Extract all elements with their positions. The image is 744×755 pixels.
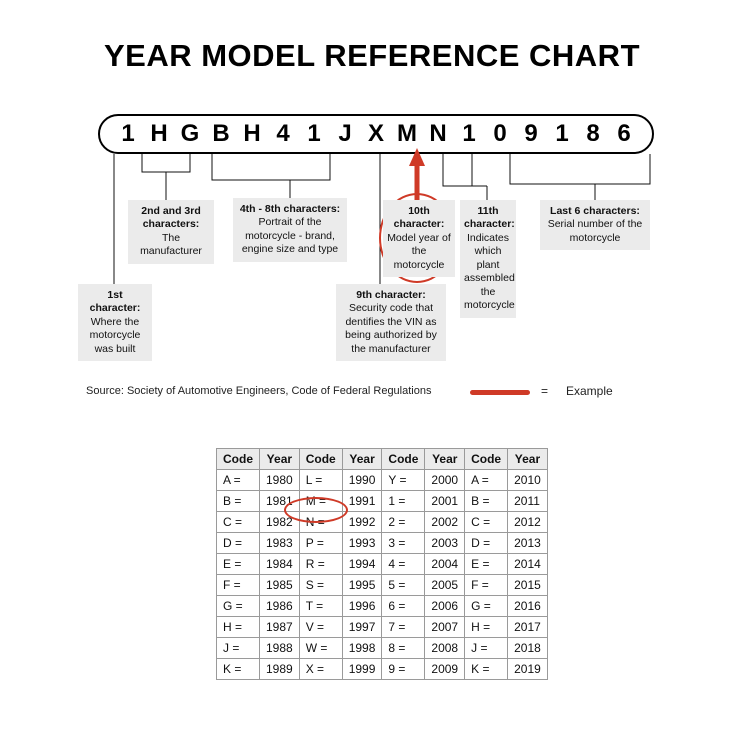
cell-year: 2012 — [508, 512, 548, 533]
callout-fourth-eighth-heading: 4th - 8th characters: — [239, 203, 341, 215]
col-header-year-1: Year — [260, 449, 300, 470]
cell-year: 2002 — [425, 512, 465, 533]
cell-year: 1983 — [260, 533, 300, 554]
cell-year: 1989 — [260, 659, 300, 680]
cell-year: 2018 — [508, 638, 548, 659]
cell-year: 1981 — [260, 491, 300, 512]
callout-tenth-text: Model year of the motorcycle — [387, 231, 451, 271]
cell-code: 8 = — [382, 638, 425, 659]
cell-code: 3 = — [382, 533, 425, 554]
table-header-row — [217, 449, 548, 470]
page-title: YEAR MODEL REFERENCE CHART — [103, 38, 641, 73]
vin-char-6: 4 — [276, 120, 290, 147]
vin-char-13: 0 — [493, 120, 507, 147]
vin-char-7: 1 — [307, 120, 321, 147]
vin-char-17: 6 — [617, 120, 631, 147]
callout-ninth-heading: 9th character: — [356, 289, 426, 301]
cell-code: B = — [217, 491, 260, 512]
cell-year: 2014 — [508, 554, 548, 575]
cell-code: B = — [465, 491, 508, 512]
cell-year: 1987 — [260, 617, 300, 638]
vin-bar-outline — [98, 114, 654, 154]
vin-char-8: J — [338, 120, 352, 147]
cell-code: T = — [299, 596, 342, 617]
cell-year: 2010 — [508, 470, 548, 491]
cell-year: 1999 — [342, 659, 382, 680]
year-code-table — [216, 448, 548, 680]
cell-year-highlighted: 1991 — [342, 491, 382, 512]
vin-char-2: H — [150, 120, 168, 147]
callout-last-six-text: Serial number of the motorcycle — [547, 218, 643, 244]
cell-code: E = — [465, 554, 508, 575]
cell-year: 2004 — [425, 554, 465, 575]
cell-code: H = — [217, 617, 260, 638]
col-header-code-3: Code — [382, 449, 425, 470]
cell-code: P = — [299, 533, 342, 554]
m-1991-highlight-circle — [284, 497, 348, 523]
cell-code: C = — [217, 512, 260, 533]
cell-code: L = — [299, 470, 342, 491]
col-header-code-4: Code — [465, 449, 508, 470]
table-row — [217, 470, 548, 491]
legend-label: Example — [566, 384, 613, 398]
cell-code: 9 = — [382, 659, 425, 680]
source-note: Source: Society of Automotive Engineers, Code of Federal Regulations — [86, 385, 432, 397]
cell-year: 2007 — [425, 617, 465, 638]
callout-first-character-heading: 1st character: — [89, 289, 141, 315]
vin-char-1: 1 — [121, 120, 135, 147]
callout-second-third-heading: 2nd and 3rd characters: — [141, 205, 201, 231]
callout-tenth-character — [383, 200, 455, 277]
cell-code: S = — [299, 575, 342, 596]
cell-code-highlighted: M = — [299, 491, 342, 512]
cell-year: 2013 — [508, 533, 548, 554]
cell-code: 1 = — [382, 491, 425, 512]
cell-year: 2000 — [425, 470, 465, 491]
cell-year: 2015 — [508, 575, 548, 596]
callout-fourth-eighth-characters — [233, 198, 347, 262]
callout-first-character — [78, 284, 152, 361]
table-row — [217, 491, 548, 512]
cell-code: G = — [217, 596, 260, 617]
cell-year: 2019 — [508, 659, 548, 680]
cell-code: 6 = — [382, 596, 425, 617]
cell-code: K = — [465, 659, 508, 680]
col-header-year-4: Year — [508, 449, 548, 470]
cell-code: H = — [465, 617, 508, 638]
callout-eleventh-character — [460, 200, 516, 318]
vin-char-4: B — [212, 120, 230, 147]
cell-code: 4 = — [382, 554, 425, 575]
cell-year: 1992 — [342, 512, 382, 533]
table-row — [217, 533, 548, 554]
cell-code: N = — [299, 512, 342, 533]
cell-code: A = — [465, 470, 508, 491]
cell-year: 2009 — [425, 659, 465, 680]
cell-year: 1982 — [260, 512, 300, 533]
cell-year: 2001 — [425, 491, 465, 512]
cell-year: 1986 — [260, 596, 300, 617]
cell-year: 2003 — [425, 533, 465, 554]
cell-year: 2016 — [508, 596, 548, 617]
vin-char-11: N — [429, 120, 447, 147]
vin-char-12: 1 — [462, 120, 476, 147]
cell-code: F = — [465, 575, 508, 596]
col-header-code-2: Code — [299, 449, 342, 470]
callout-ninth-character — [336, 284, 446, 361]
cell-year: 1984 — [260, 554, 300, 575]
callout-last-six-characters — [540, 200, 650, 250]
cell-code: G = — [465, 596, 508, 617]
cell-year: 1985 — [260, 575, 300, 596]
vin-char-15: 1 — [555, 120, 569, 147]
cell-code: J = — [217, 638, 260, 659]
col-header-code-1: Code — [217, 449, 260, 470]
cell-code: V = — [299, 617, 342, 638]
callout-first-character-text: Where the motorcycle was built — [89, 315, 141, 355]
cell-year: 1997 — [342, 617, 382, 638]
col-header-year-2: Year — [342, 449, 382, 470]
table-row — [217, 554, 548, 575]
cell-year: 1993 — [342, 533, 382, 554]
table-row — [217, 575, 548, 596]
callout-ninth-text: Security code that dentifies the VIN as being authorized by the manufacturer — [345, 302, 437, 355]
vin-char-5: H — [243, 120, 261, 147]
cell-year: 1998 — [342, 638, 382, 659]
table-row — [217, 512, 548, 533]
cell-code: C = — [465, 512, 508, 533]
cell-code: J = — [465, 638, 508, 659]
cell-code: E = — [217, 554, 260, 575]
callout-second-third-characters — [128, 200, 214, 264]
vin-char-16: 8 — [586, 120, 600, 147]
vin-char-14: 9 — [524, 120, 538, 147]
cell-year: 1994 — [342, 554, 382, 575]
cell-code: A = — [217, 470, 260, 491]
cell-year: 1988 — [260, 638, 300, 659]
cell-code: D = — [217, 533, 260, 554]
table-row — [217, 659, 548, 680]
table-row — [217, 617, 548, 638]
cell-code: R = — [299, 554, 342, 575]
cell-year: 1995 — [342, 575, 382, 596]
callout-eleventh-text: Indicates which plant assembled the motorcycle — [464, 231, 515, 312]
table-row — [217, 596, 548, 617]
cell-year: 2017 — [508, 617, 548, 638]
vin-char-10: M — [397, 120, 417, 147]
callout-second-third-text: The manufacturer — [140, 231, 202, 258]
cell-year: 2011 — [508, 491, 548, 512]
vin-number-bar — [98, 114, 654, 154]
cell-code: Y = — [382, 470, 425, 491]
cell-year: 2008 — [425, 638, 465, 659]
callout-last-six-heading: Last 6 characters: — [550, 205, 640, 217]
cell-code: K = — [217, 659, 260, 680]
cell-code: 7 = — [382, 617, 425, 638]
cell-code: F = — [217, 575, 260, 596]
cell-code: 2 = — [382, 512, 425, 533]
vin-char-9: X — [367, 120, 384, 147]
cell-code: D = — [465, 533, 508, 554]
year-code-table-wrapper — [216, 448, 548, 680]
cell-year: 2005 — [425, 575, 465, 596]
col-header-year-3: Year — [425, 449, 465, 470]
vin-char-3: G — [180, 120, 200, 147]
cell-year: 1996 — [342, 596, 382, 617]
callout-fourth-eighth-text: Portrait of the motorcycle - brand, engine size and type — [241, 216, 339, 256]
callout-eleventh-heading: 11th character: — [464, 205, 515, 231]
cell-year: 1990 — [342, 470, 382, 491]
legend-equals-sign: = — [541, 384, 549, 398]
cell-year: 1980 — [260, 470, 300, 491]
cell-code: 5 = — [382, 575, 425, 596]
cell-code: X = — [299, 659, 342, 680]
cell-year: 2006 — [425, 596, 465, 617]
callout-tenth-heading: 10th character: — [393, 205, 445, 231]
legend-red-line-swatch — [470, 390, 530, 395]
cell-code: W = — [299, 638, 342, 659]
table-row — [217, 638, 548, 659]
